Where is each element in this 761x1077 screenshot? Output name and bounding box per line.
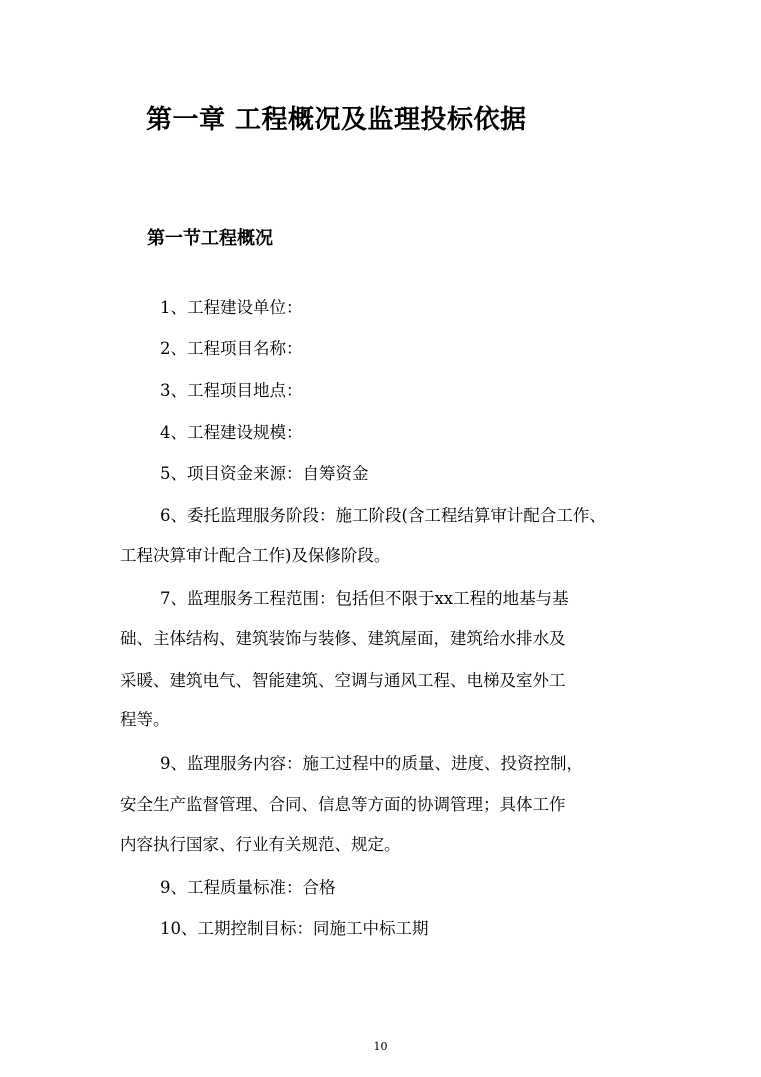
page-number: 10	[373, 1040, 388, 1053]
item-4-line-1: 4、工程建设规模：	[160, 423, 303, 442]
item-7-line-3: 采暖、建筑电气、智能建筑、空调与通风工程、电梯及室外工	[120, 671, 566, 690]
item-1-line-1: 1、工程建设单位：	[160, 298, 303, 317]
item-3-line-1: 3、工程项目地点：	[160, 381, 303, 400]
item-9-line-1: 9、工程质量标准：合格	[160, 878, 336, 897]
chapter-title: 第一章 工程概况及监理投标依据	[146, 105, 527, 135]
item-6-line-2: 工程决算审计配合工作)及保修阶段。	[120, 546, 391, 565]
item-5-line-1: 5、项目资金来源：自筹资金	[160, 464, 369, 483]
item-8-line-2: 安全生产监督管理、合同、信息等方面的协调管理；具体工作	[120, 795, 566, 814]
item-8-line-3: 内容执行国家、行业有关规范、规定。	[120, 835, 401, 854]
item-2-line-1: 2、工程项目名称：	[160, 339, 303, 358]
item-7-line-2: 础、主体结构、建筑装饰与装修、建筑屋面，建筑给水排水及	[120, 629, 566, 648]
item-6-line-1: 6、委托监理服务阶段：施工阶段(含工程结算审计配合工作、	[160, 506, 606, 525]
section-title: 第一节工程概况	[147, 228, 273, 249]
item-7-line-1: 7、监理服务工程范围：包括但不限于xx工程的地基与基	[160, 589, 569, 608]
item-7-line-4: 程等。	[120, 710, 170, 729]
item-8-line-1: 9、监理服务内容：施工过程中的质量、进度、投资控制，	[160, 754, 583, 773]
item-10-line-1: 10、工期控制目标：同施工中标工期	[160, 919, 429, 938]
